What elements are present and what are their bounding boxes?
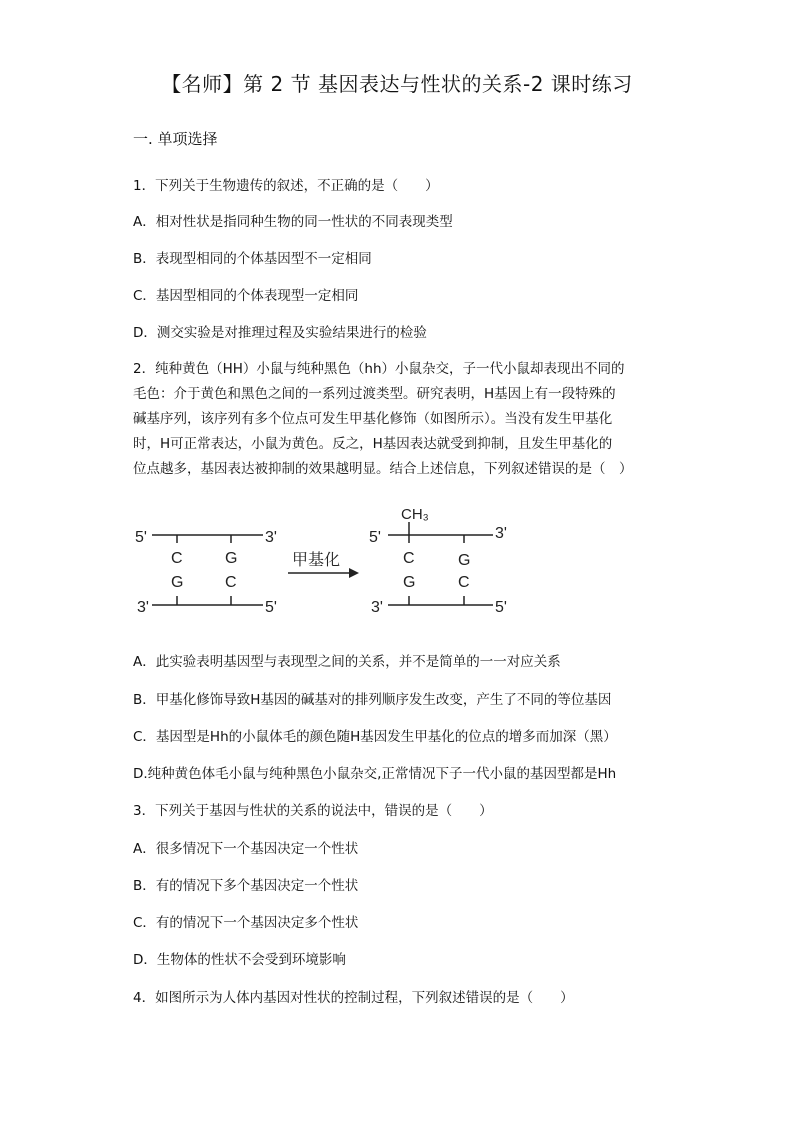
label-3prime-bottom: 3' <box>137 599 149 616</box>
page-title: 【名师】第 2 节 基因表达与性状的关系-2 课时练习 <box>161 72 633 96</box>
arrow-label: 甲基化 <box>292 552 341 569</box>
q1-option-a: A．相对性状是指同种生物的同一性状的不同表现类型 <box>133 214 453 230</box>
base-g: G <box>403 574 416 591</box>
q3-option-b: B．有的情况下多个基因决定一个性状 <box>133 878 359 894</box>
q3-stem: 3．下列关于基因与性状的关系的说法中，错误的是（ ） <box>133 803 493 819</box>
q2-stem-line-3: 碱基序列，该序列有多个位点可发生甲基化修饰（如图所示）。当没有发生甲基化 <box>133 411 613 427</box>
dna-before-methylation <box>135 529 277 616</box>
base-c: C <box>171 550 183 567</box>
q4-stem: 4．如图所示为人体内基因对性状的控制过程，下列叙述错误的是（ ） <box>133 990 574 1006</box>
q2-option-a: A．此实验表明基因型与表现型之间的关系，并不是简单的一一对应关系 <box>133 654 561 670</box>
label-5prime-top: 5' <box>135 529 147 546</box>
base-g: G <box>171 574 184 591</box>
methylation-diagram <box>125 495 525 625</box>
q1-stem: 1．下列关于生物遗传的叙述，不正确的是（ ） <box>133 178 439 194</box>
label-3prime-top: 3' <box>265 529 277 546</box>
base-c: C <box>458 574 470 591</box>
label-3prime-bottom: 3' <box>371 599 383 616</box>
base-g: G <box>458 552 471 569</box>
label-5prime-top: 5' <box>369 529 381 546</box>
q2-stem-line-2: 毛色：介于黄色和黑色之间的一系列过渡类型。研究表明，H基因上有一段特殊的 <box>133 386 616 402</box>
q2-stem-line-1: 2．纯种黄色（HH）小鼠与纯种黑色（hh）小鼠杂交，子一代小鼠却表现出不同的 <box>133 361 625 377</box>
q2-option-d: D.纯种黄色体毛小鼠与纯种黑色小鼠杂交,正常情况下子一代小鼠的基因型都是Hh <box>133 766 617 782</box>
methylation-arrow <box>288 551 359 578</box>
q1-option-b: B．表现型相同的个体基因型不一定相同 <box>133 251 372 267</box>
label-5prime-bottom: 5' <box>265 599 277 616</box>
arrow-head <box>349 568 359 578</box>
base-g: G <box>225 550 238 567</box>
methyl-group-label: CH₃ <box>401 506 429 523</box>
label-5prime-bottom: 5' <box>495 599 507 616</box>
q1-option-c: C．基因型相同的个体表现型一定相同 <box>133 288 359 304</box>
section-heading: 一. 单项选择 <box>133 130 218 148</box>
q2-option-c: C．基因型是Hh的小鼠体毛的颜色随H基因发生甲基化的位点的增多而加深（黑） <box>133 729 617 745</box>
q1-option-d: D．测交实验是对推理过程及实验结果进行的检验 <box>133 325 427 341</box>
q3-option-d: D．生物体的性状不会受到环境影响 <box>133 952 346 968</box>
q2-stem-line-5: 位点越多，基因表达被抑制的效果越明显。结合上述信息，下列叙述错误的是（ ） <box>133 461 633 477</box>
q2-stem-line-4: 时，H可正常表达，小鼠为黄色。反之，H基因表达就受到抑制，且发生甲基化的 <box>133 436 613 452</box>
q3-option-c: C．有的情况下一个基因决定多个性状 <box>133 915 359 931</box>
dna-after-methylation <box>369 506 507 616</box>
base-c: C <box>225 574 237 591</box>
q3-option-a: A．很多情况下一个基因决定一个性状 <box>133 841 359 857</box>
label-3prime-top: 3' <box>495 525 507 542</box>
q2-option-b: B．甲基化修饰导致H基因的碱基对的排列顺序发生改变，产生了不同的等位基因 <box>133 692 612 708</box>
base-c-methylated: C <box>403 550 415 567</box>
